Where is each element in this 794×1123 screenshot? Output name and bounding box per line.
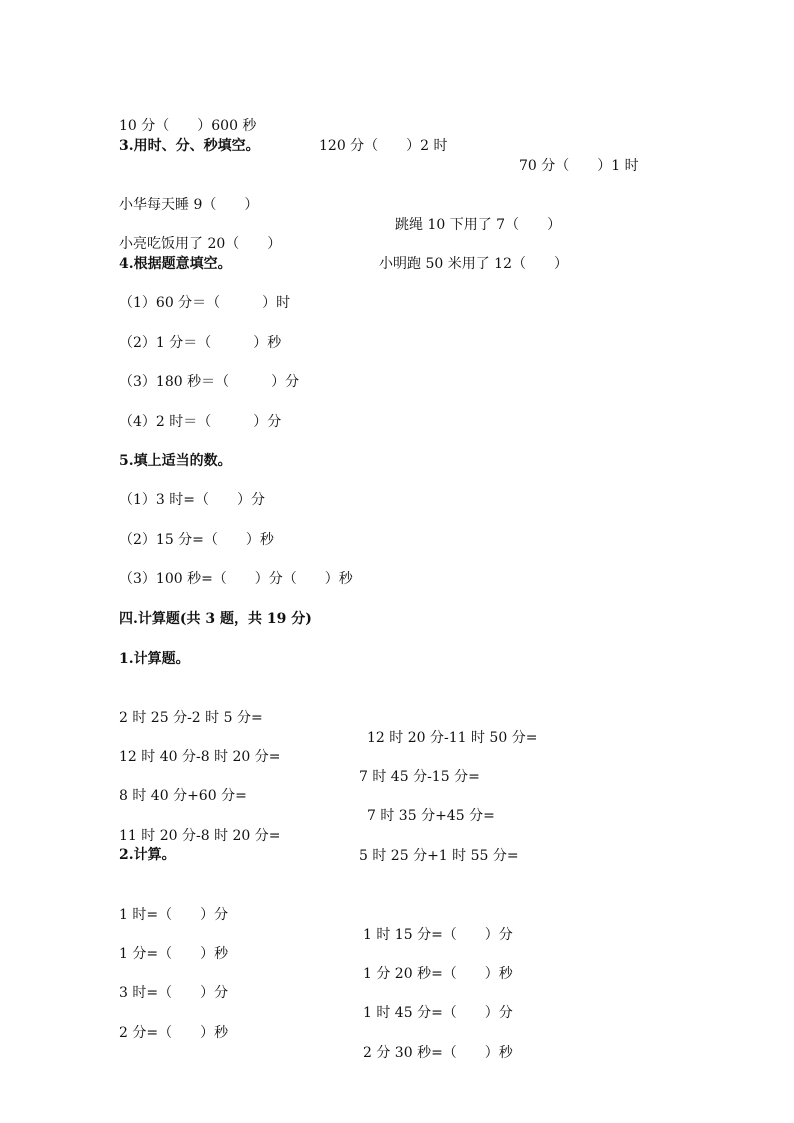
conversion-item: 120 分（ ）2 时	[319, 138, 448, 154]
calc-item: 11 时 20 分-8 时 20 分=	[119, 828, 281, 844]
calc-2-heading: 2.计算。	[119, 847, 176, 863]
calc-item: 7 时 45 分-15 分=	[359, 769, 480, 785]
calc-1-heading: 1.计算题。	[119, 651, 190, 667]
question-5-heading: 5.填上适当的数。	[119, 453, 232, 469]
calc-item: 1 时 45 分=（ ）分	[363, 1005, 513, 1021]
calc-item: 1 时 15 分=（ ）分	[363, 927, 513, 943]
list-item: （3）180 秒＝（ ）分	[119, 374, 300, 390]
conversion-item: 10 分（ ）600 秒	[119, 118, 257, 134]
list-item: （1）3 时=（ ）分	[119, 492, 265, 508]
list-item: （3）100 秒=（ ）分（ ）秒	[119, 571, 353, 587]
calc-item: 2 时 25 分-2 时 5 分=	[119, 710, 263, 726]
calc-item: 1 分 20 秒=（ ）秒	[363, 966, 513, 982]
calc-item: 2 分=（ ）秒	[119, 1025, 229, 1041]
calc-item: 1 分=（ ）秒	[119, 946, 229, 962]
list-item: （2）1 分＝（ ）秒	[119, 335, 282, 351]
fill-item: 小亮吃饭用了 20（ ）	[119, 236, 282, 252]
fill-item: 小明跑 50 米用了 12（ ）	[379, 256, 568, 272]
fill-item: 小华每天睡 9（ ）	[119, 197, 259, 213]
question-4-heading: 4.根据题意填空。	[119, 256, 232, 272]
calc-item: 1 时=（ ）分	[119, 907, 229, 923]
list-item: （1）60 分＝（ ）时	[119, 295, 291, 311]
section-heading: 四.计算题(共 3 题，共 19 分)	[119, 611, 312, 627]
calc-item: 5 时 25 分+1 时 55 分=	[359, 848, 519, 864]
conversion-item: 70 分（ ）1 时	[519, 158, 639, 174]
calc-item: 12 时 20 分-11 时 50 分=	[367, 730, 538, 746]
calc-item: 12 时 40 分-8 时 20 分=	[119, 749, 281, 765]
calc-item: 2 分 30 秒=（ ）秒	[363, 1045, 513, 1061]
list-item: （4）2 时＝（ ）分	[119, 414, 282, 430]
fill-item: 跳绳 10 下用了 7（ ）	[395, 217, 562, 233]
calc-item: 7 时 35 分+45 分=	[367, 808, 495, 824]
calc-item: 8 时 40 分+60 分=	[119, 788, 247, 804]
question-3-heading: 3.用时、分、秒填空。	[119, 138, 260, 154]
list-item: （2）15 分=（ ）秒	[119, 532, 274, 548]
calc-item: 3 时=（ ）分	[119, 985, 229, 1001]
